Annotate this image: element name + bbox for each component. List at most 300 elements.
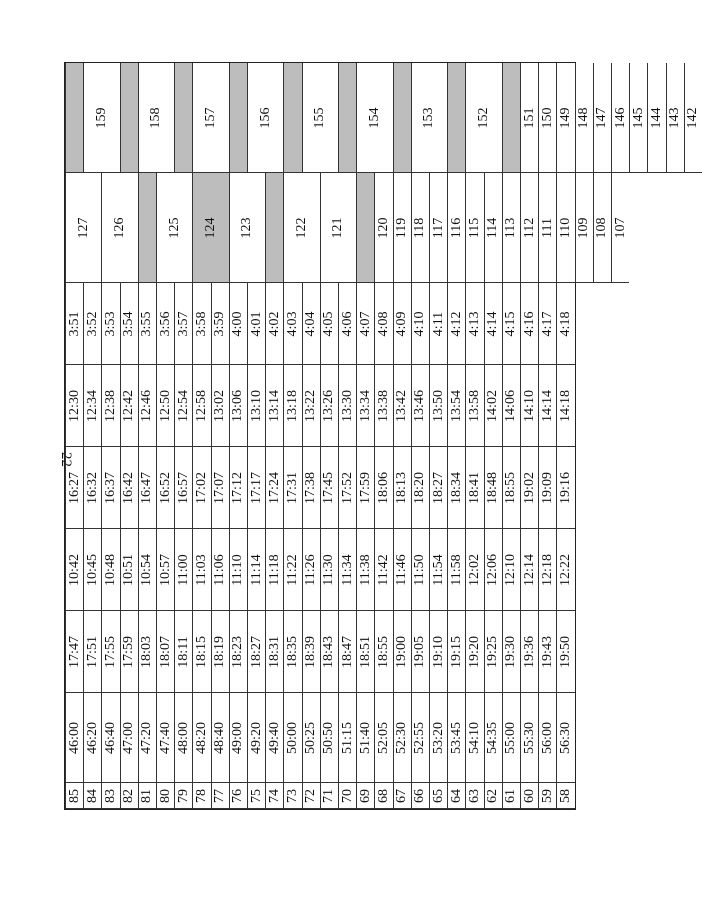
cell-text: 18:27	[248, 635, 264, 668]
table-cell	[192, 63, 228, 173]
table-cell	[374, 693, 392, 783]
table-cell	[538, 173, 556, 283]
cell-text: 18:13	[394, 471, 410, 504]
cell-text: 13:38	[375, 389, 391, 422]
table-cell	[520, 63, 538, 173]
table-cell	[120, 783, 138, 809]
table-cell	[411, 447, 429, 529]
table-cell	[502, 283, 520, 365]
table-cell	[374, 447, 392, 529]
cell-text: 11:50	[412, 553, 428, 586]
cell-text: 82	[121, 788, 137, 803]
table-cell	[192, 365, 210, 447]
cell-text: 64	[448, 788, 464, 803]
cell-text: 153	[421, 107, 437, 128]
cell-text: 144	[648, 107, 664, 128]
cell-text: 16:37	[102, 471, 118, 504]
cell-text: 19:30	[503, 635, 519, 668]
cell-text: 4:07	[357, 311, 373, 336]
cell-text: 4:02	[266, 311, 282, 336]
table-cell	[229, 783, 247, 809]
cell-text: 48:00	[175, 721, 191, 754]
cell-text: 70	[339, 788, 355, 803]
cell-text: 19:36	[521, 635, 537, 668]
cell-text: 13:58	[466, 389, 482, 422]
table-cell	[484, 283, 502, 365]
table-cell	[411, 529, 429, 611]
cell-text: 17:31	[284, 471, 300, 504]
cell-text: 4:13	[466, 311, 482, 336]
cell-text: 11:42	[375, 553, 391, 586]
table-cell	[556, 529, 574, 611]
cell-text: 126	[112, 217, 128, 238]
cell-text: 17:12	[230, 471, 246, 504]
table-cell	[229, 529, 247, 611]
table-cell	[65, 63, 83, 173]
table-cell	[411, 63, 447, 173]
table-cell	[465, 693, 483, 783]
cell-text: 113	[503, 217, 519, 238]
table-cell	[374, 283, 392, 365]
table-cell	[502, 783, 520, 809]
table-cell	[65, 447, 83, 529]
cell-text: 125	[166, 217, 182, 238]
cell-text: 59	[539, 788, 555, 803]
table-cell	[156, 529, 174, 611]
table-cell	[229, 447, 247, 529]
table-cell	[484, 611, 502, 693]
table-cell	[374, 365, 392, 447]
table-cell	[192, 693, 210, 783]
cell-text: 10:48	[102, 553, 118, 586]
table-cell	[538, 283, 556, 365]
cell-text: 10:45	[84, 553, 100, 586]
table-cell	[229, 173, 265, 283]
cell-text: 3:52	[84, 311, 100, 336]
table-cell	[229, 611, 247, 693]
table-cell	[174, 611, 192, 693]
table-cell	[429, 447, 447, 529]
cell-text: 115	[466, 217, 482, 238]
table-cell	[120, 611, 138, 693]
cell-text: 16:42	[121, 471, 137, 504]
cell-text: 13:30	[339, 389, 355, 422]
cell-text: 13:26	[321, 389, 337, 422]
table-cell	[611, 63, 629, 173]
table-cell	[520, 783, 538, 809]
table-cell	[65, 173, 101, 283]
table-cell	[538, 63, 556, 173]
table-cell	[447, 63, 465, 173]
table-cell	[138, 283, 156, 365]
table-cell	[138, 63, 174, 173]
table-cell	[393, 529, 411, 611]
table-cell	[320, 693, 338, 783]
cell-text: 12:42	[121, 389, 137, 422]
table-cell	[520, 283, 538, 365]
cell-text: 156	[257, 107, 273, 128]
cell-text: 4:10	[412, 311, 428, 336]
cell-text: 11:03	[193, 553, 209, 586]
cell-text: 61	[503, 788, 519, 803]
cell-text: 12:10	[503, 553, 519, 586]
table-cell	[101, 173, 137, 283]
cell-text: 68	[375, 788, 391, 803]
cell-text: 17:55	[102, 635, 118, 668]
table-cell	[338, 283, 356, 365]
table-cell	[265, 529, 283, 611]
cell-text: 10:42	[66, 553, 82, 586]
table-cell	[283, 529, 301, 611]
table-cell	[138, 529, 156, 611]
cell-text: 4:12	[448, 311, 464, 336]
table-cell	[156, 611, 174, 693]
table-cell	[411, 283, 429, 365]
table-cell	[465, 173, 483, 283]
table-cell	[520, 173, 538, 283]
table-cell	[247, 783, 265, 809]
table-cell	[120, 529, 138, 611]
table-cell	[575, 63, 593, 173]
table-cell	[320, 365, 338, 447]
cell-text: 17:59	[357, 471, 373, 504]
cell-text: 14:10	[521, 389, 537, 422]
table-cell	[447, 365, 465, 447]
table-cell	[447, 447, 465, 529]
cell-text: 159	[93, 107, 109, 128]
cell-text: 16:32	[84, 471, 100, 504]
table-cell	[447, 283, 465, 365]
cell-text: 119	[394, 217, 410, 238]
cell-text: 108	[594, 217, 610, 238]
table-cell	[520, 529, 538, 611]
table-cell	[447, 173, 465, 283]
cell-text: 147	[594, 107, 610, 128]
table-cell	[265, 693, 283, 783]
cell-text: 4:16	[521, 311, 537, 336]
cell-text: 52:05	[375, 721, 391, 754]
cell-text: 3:55	[139, 311, 155, 336]
table-cell	[447, 783, 465, 809]
table-cell	[356, 283, 374, 365]
table-cell	[156, 365, 174, 447]
cell-text: 109	[576, 217, 592, 238]
cell-text: 11:58	[448, 553, 464, 586]
table-cell	[302, 365, 320, 447]
table-cell	[447, 529, 465, 611]
cell-text: 55:00	[503, 721, 519, 754]
table-cell	[520, 447, 538, 529]
cell-text: 46:00	[66, 721, 82, 754]
table-cell	[356, 783, 374, 809]
cell-text: 54:35	[485, 721, 501, 754]
cell-text: 63	[466, 788, 482, 803]
cell-text: 149	[557, 107, 573, 128]
table-cell	[520, 611, 538, 693]
table-cell	[83, 63, 119, 173]
table-cell	[538, 447, 556, 529]
table-cell	[429, 611, 447, 693]
table-cell	[338, 63, 356, 173]
cell-text: 123	[239, 217, 255, 238]
table-cell	[320, 173, 356, 283]
cell-text: 4:04	[303, 311, 319, 336]
table-cell	[465, 365, 483, 447]
table-cell	[211, 365, 229, 447]
table-cell	[320, 529, 338, 611]
table-cell	[229, 283, 247, 365]
table-cell	[229, 365, 247, 447]
table-cell	[247, 63, 283, 173]
table-cell	[265, 447, 283, 529]
table-cell	[101, 283, 119, 365]
cell-text: 12:30	[66, 389, 82, 422]
cell-text: 18:15	[193, 635, 209, 668]
cell-text: 14:02	[485, 389, 501, 422]
cell-text: 145	[630, 107, 646, 128]
table-cell	[302, 283, 320, 365]
cell-text: 18:27	[430, 471, 446, 504]
cell-text: 18:48	[485, 471, 501, 504]
table-cell	[265, 365, 283, 447]
table-cell	[101, 365, 119, 447]
cell-text: 80	[157, 788, 173, 803]
table-cell	[338, 447, 356, 529]
table-cell	[556, 365, 574, 447]
cell-text: 47:00	[121, 721, 137, 754]
table-cell	[211, 783, 229, 809]
table-cell	[556, 693, 574, 783]
table-cell	[484, 173, 502, 283]
table-cell	[320, 611, 338, 693]
cell-text: 10:54	[139, 553, 155, 586]
table-cell	[283, 283, 301, 365]
cell-text: 127	[75, 217, 91, 238]
cell-text: 3:57	[175, 311, 191, 336]
table-cell	[156, 693, 174, 783]
table-cell	[374, 173, 392, 283]
table-cell	[83, 693, 101, 783]
table-cell	[520, 365, 538, 447]
cell-text: 11:00	[175, 553, 191, 586]
table-cell	[538, 783, 556, 809]
cell-text: 66	[412, 788, 428, 803]
table-cell	[393, 63, 411, 173]
table-cell	[174, 63, 192, 173]
table-cell	[338, 611, 356, 693]
table-cell	[265, 173, 283, 283]
table-cell	[629, 63, 647, 173]
table-cell	[174, 783, 192, 809]
cell-text: 11:06	[212, 553, 228, 586]
cell-text: 18:03	[139, 635, 155, 668]
table-cell	[156, 173, 192, 283]
cell-text: 4:08	[375, 311, 391, 336]
cell-text: 12:22	[557, 553, 573, 586]
cell-text: 75	[248, 788, 264, 803]
cell-text: 51:15	[339, 721, 355, 754]
cell-text: 4:03	[284, 311, 300, 336]
table-cell	[283, 783, 301, 809]
cell-text: 13:34	[357, 389, 373, 422]
table-cell	[556, 447, 574, 529]
table-cell	[502, 365, 520, 447]
cell-text: 54:10	[466, 721, 482, 754]
cell-text: 11:18	[266, 553, 282, 586]
table-cell	[283, 173, 319, 283]
cell-text: 50:25	[303, 721, 319, 754]
cell-text: 18:23	[230, 635, 246, 668]
table-cell	[338, 529, 356, 611]
cell-text: 76	[230, 788, 246, 803]
table-cell	[211, 529, 229, 611]
cell-text: 4:14	[485, 311, 501, 336]
cell-text: 13:46	[412, 389, 428, 422]
page-number: 22	[58, 452, 74, 467]
cell-text: 12:02	[466, 553, 482, 586]
table-cell	[138, 365, 156, 447]
cell-text: 53:20	[430, 721, 446, 754]
table-cell	[138, 693, 156, 783]
cell-text: 50:00	[284, 721, 300, 754]
table-cell	[101, 693, 119, 783]
table-cell	[502, 173, 520, 283]
cell-text: 17:59	[121, 635, 137, 668]
table-cell	[502, 529, 520, 611]
table-cell	[356, 365, 374, 447]
cell-text: 107	[612, 217, 628, 238]
table-cell	[192, 611, 210, 693]
table-cell	[465, 611, 483, 693]
table-cell	[120, 447, 138, 529]
table-cell	[247, 693, 265, 783]
table-cell	[174, 529, 192, 611]
cell-text: 77	[212, 788, 228, 803]
table-cell	[520, 693, 538, 783]
cell-text: 18:41	[466, 471, 482, 504]
cell-text: 112	[521, 217, 537, 238]
cell-text: 11:22	[284, 553, 300, 586]
cell-text: 151	[521, 107, 537, 128]
cell-text: 110	[557, 217, 573, 238]
table-cell	[393, 173, 411, 283]
cell-text: 150	[539, 107, 555, 128]
table-cell	[247, 365, 265, 447]
table-cell	[283, 693, 301, 783]
cell-text: 84	[84, 788, 100, 803]
table-cell	[83, 447, 101, 529]
cell-text: 19:02	[521, 471, 537, 504]
cell-text: 19:43	[539, 635, 555, 668]
table-cell	[65, 365, 83, 447]
table-cell	[338, 365, 356, 447]
cell-text: 3:58	[193, 311, 209, 336]
cell-text: 11:46	[394, 553, 410, 586]
cell-text: 19:20	[466, 635, 482, 668]
cell-text: 146	[612, 107, 628, 128]
table-cell	[156, 447, 174, 529]
table-cell	[138, 173, 156, 283]
cell-text: 117	[430, 217, 446, 238]
cell-text: 18:19	[212, 635, 228, 668]
table-cell	[265, 283, 283, 365]
table-cell	[374, 611, 392, 693]
cell-text: 17:51	[84, 635, 100, 668]
table-cell	[502, 63, 520, 173]
cell-text: 13:14	[266, 389, 282, 422]
cell-text: 18:34	[448, 471, 464, 504]
cell-text: 69	[357, 788, 373, 803]
table-cell	[356, 529, 374, 611]
cell-text: 11:14	[248, 553, 264, 586]
cell-text: 18:11	[175, 635, 191, 668]
cell-text: 48:40	[212, 721, 228, 754]
table-cell	[429, 783, 447, 809]
table-cell	[538, 365, 556, 447]
table-cell	[229, 693, 247, 783]
cell-text: 18:35	[284, 635, 300, 668]
cell-text: 52:55	[412, 721, 428, 754]
cell-text: 18:55	[503, 471, 519, 504]
cell-text: 46:40	[102, 721, 118, 754]
cell-text: 83	[102, 788, 118, 803]
cell-text: 3:59	[212, 311, 228, 336]
table-cell	[393, 283, 411, 365]
cell-text: 74	[266, 788, 282, 803]
cell-text: 11:38	[357, 553, 373, 586]
cell-text: 3:56	[157, 311, 173, 336]
cell-text: 17:17	[248, 471, 264, 504]
cell-text: 71	[321, 788, 337, 803]
table-cell	[411, 173, 429, 283]
table-cell	[374, 529, 392, 611]
table-cell	[429, 173, 447, 283]
table-cell	[320, 783, 338, 809]
cell-text: 116	[448, 217, 464, 238]
cell-text: 11:34	[339, 553, 355, 586]
cell-text: 17:45	[321, 471, 337, 504]
table-cell	[465, 283, 483, 365]
cell-text: 18:20	[412, 471, 428, 504]
cell-text: 4:09	[394, 311, 410, 336]
table-cell	[484, 783, 502, 809]
table-cell	[502, 611, 520, 693]
cell-text: 85	[66, 788, 82, 803]
cell-text: 12:18	[539, 553, 555, 586]
table-cell	[156, 783, 174, 809]
table-cell	[538, 529, 556, 611]
cell-text: 48:20	[193, 721, 209, 754]
table-cell	[174, 283, 192, 365]
cell-text: 154	[366, 107, 382, 128]
table-cell	[429, 693, 447, 783]
cell-text: 52:30	[394, 721, 410, 754]
cell-text: 17:38	[303, 471, 319, 504]
table-cell	[484, 529, 502, 611]
table-cell	[83, 611, 101, 693]
table-cell	[138, 611, 156, 693]
cell-text: 49:20	[248, 721, 264, 754]
cell-text: 18:51	[357, 635, 373, 668]
table-cell	[356, 63, 392, 173]
cell-text: 13:50	[430, 389, 446, 422]
table-cell	[429, 529, 447, 611]
cell-text: 3:54	[121, 311, 137, 336]
cell-text: 12:54	[175, 389, 191, 422]
table-cell	[156, 283, 174, 365]
table-cell	[302, 529, 320, 611]
cell-text: 152	[476, 107, 492, 128]
